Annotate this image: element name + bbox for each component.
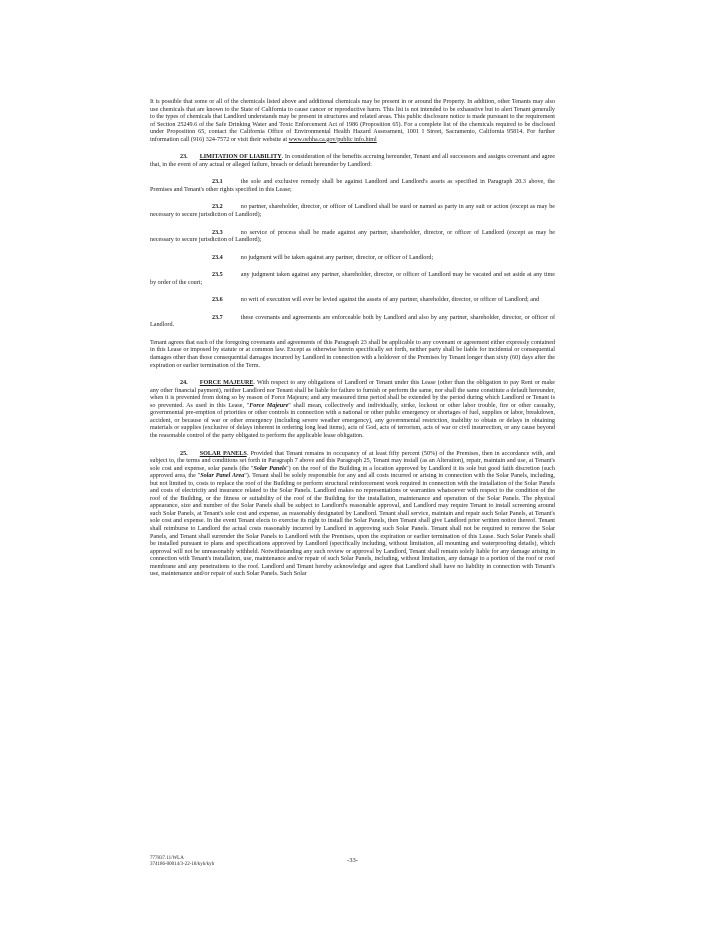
- section-24-text: . With respect to any obligations of Landlord or Tenant under this Lease (other than the obligation to pay Rent or make any other financial payment), neither Landlord nor Tenant shall be liable for failure to furnish or perform the same, nor shall the same constitute a default hereunder, when it is prevented from doing so by reason of Force Majeure; and any measured time period shall be extended by the period during which Landlord or Tenant is so prevented. As used in this Lease, ": [150, 380, 555, 409]
- subsection-23-3: [150, 230, 555, 245]
- section-25-paragraph: 25. SOLAR PANELS. Provided that Tenant remains in occupancy of at least fifty percent (50%) of the Premises, then in accordance with, and subject to, the terms and conditions set forth in Paragraph 7 above and this Paragraph 25, Tenant may install (as an Alteration), repair, maintain and use, at Tenant's sole cost and expense, solar panels (the "Solar Panels") on the roof of the Building in a location approved by Landlord it its sole but good faith discretion (such approved area, the "Solar Panel Area"). Tenant shall be solely responsible for any and all costs incurred or arising in connection with the Solar Panels, including, but not limited to, costs to replace the roof of the Building or perform structural reinforcement work required in connection with the installation of the Solar Panels and costs of electricity and insurance related to the Solar Panels. Landlord makes no representations or warranties whatsoever with respect to the condition of the roof of the Building, or the fitness or suitability of the roof of the Building for the installation, maintenance and operation of the Solar Panels. The physical appearance, size and number of the Solar Panels shall be subject to Landlord's reasonable approval, and Landlord may require Tenant to install screening around such Solar Panels, at Tenant's sole cost and expense, as reasonably designated by Landlord. Tenant shall service, maintain and repair such Solar Panels, at Tenant's sole cost and expense. In the event Tenant elects to exercise its right to install the Solar Panels, then Tenant shall give Landlord prior written notice thereof. Tenant shall reimburse to Landlord the actual costs reasonably incurred by Landlord in approving such Solar Panels. Tenant shall not be required to remove the Solar Panels, and Tenant shall surrender the Solar Panels to Landlord with the Premises, upon the expiration or earlier termination of this Lease. Such Solar Panels shall be installed pursuant to plans and specifications approved by Landlord (specifically including, without limitation, all mounting and waterproofing details), which approval will not be unreasonably withheld. Notwithstanding any such review or approval by Landlord, Tenant shall remain solely liable for any damage arising in connection with Tenant's installation, use, maintenance and/or repair of such Solar Panels, including, without limitation, any damage to a portion of the roof or roof membrane and any penetrations to the roof. Landlord and Tenant hereby acknowledge and agree that Landlord shall have no liability in connection with Tenant's use, maintenance and/or repair of such Solar Panels. Such Solar: [150, 450, 556, 578]
- intro-paragraph: It is possible that some or all of the chemicals listed above and additional chemicals may be present in or around the Property. In addition, other Tenants may also use chemicals that are known to the State of California to cause cancer or reproductive harm. This list is not intended to be exhaustive but to alert Tenant generally to the types of chemicals that Landlord understands may be present in structures and related areas. This public disclosure notice is made pursuant to the requirement of Section 25249.6 of the Safe Drinking Water and Toxic Enforcement Act of 1986 (Proposition 65). For a complete list of the chemicals required to be disclosed under Proposition 65, contact the California Office of Environmental Health Hazard Assessment, 1001 I Street, Sacramento, California 95814. For further information call (916) 324-7572 or visit their website at www.oehha.ca.gov/public info.html: [150, 99, 555, 143]
- section-23-closing: Tenant agrees that each of the foregoing covenants and agreements of this Paragraph 23 shall be applicable to any covenant or agreement either expressly contained in this Lease or imposed by statute or at common law. Except as otherwise herein specifically set forth, neither party shall be liable for incidental or consequential damages other than those consequential damages incurred by Landlord in connection with a holdover of the Premises by Tenant longer than sixty (60) days after the expiration or earlier termination of the Term.: [150, 339, 555, 369]
- subsection-number: 23.3: [212, 229, 223, 236]
- subsection-23-1: [150, 179, 555, 194]
- subsection-23-6: [150, 297, 555, 305]
- section-23-paragraph: [150, 154, 555, 169]
- subsection-number: 23.1: [212, 179, 223, 186]
- subsection-text: any judgment taken against any partner, shareholder, director, or officer of Landlord may be vacated and set aside at any time by order of the court;: [150, 272, 555, 286]
- subsection-23-4: [150, 255, 555, 263]
- section-25-text: . Provided that Tenant remains in occupancy of at least fifty percent (50%) of the Premises, then in accordance with, and subject to, the terms and conditions set forth in Paragraph 7 above and this Paragraph 25, Tenant may install (as an Alteration), repair, maintain and use, at Tenant's sole cost and expense, solar panels (the ": [150, 450, 555, 472]
- section-23-text: . In consideration of the benefits accruing hereunder, Tenant and all successors and assigns covenant and agree that, in the event of any actual or alleged failure, breach or default hereunder by Landlord:: [150, 154, 555, 168]
- section-25-heading: SOLAR PANELS: [199, 450, 247, 457]
- subsection-23-7: [150, 315, 555, 330]
- section-25-number: 25.: [180, 450, 188, 457]
- subsection-number: 23.6: [212, 297, 223, 304]
- section-23-heading: LIMITATION OF LIABILITY: [199, 154, 282, 161]
- section-23-number: 23.: [180, 154, 188, 161]
- subsection-number: 23.7: [212, 314, 223, 321]
- page-number: -33-: [347, 857, 358, 864]
- section-24-heading: FORCE MAJEURE: [199, 380, 254, 387]
- subsection-text: no writ of execution will ever be levied against the assets of any partner, shareholder, director, or officer of Landlord; and: [240, 297, 540, 304]
- subsection-23-2: [150, 204, 555, 219]
- document-id-line-2: 374186-00014/3-22-18/kyh/kyh: [150, 862, 215, 867]
- defined-term-solar-panels: Solar Panels: [253, 465, 287, 472]
- defined-term-force-majeure: Force Majeure: [249, 402, 289, 409]
- subsection-text: no partner, shareholder, director, or officer of Landlord shall be sued or named as party in any suit or action (except as may be necessary to secure jurisdiction of Landlord);: [150, 204, 555, 219]
- section-24-number: 24.: [180, 380, 188, 387]
- defined-term-solar-panel-area: Solar Panel Area: [200, 473, 245, 480]
- section-24-paragraph: 24. FORCE MAJEURE. With respect to any obligations of Landlord or Tenant under this Lease (other than the obligation to pay Rent or make any other financial payment), neither Landlord nor Tenant shall be liable for failure to furnish or perform the same, nor shall the same constitute a default hereunder, when it is prevented from doing so by reason of Force Majeure; and any measured time period shall be extended by the period during which Landlord or Tenant is so prevented. As used in this Lease, "Force Majeure" shall mean, collectively and individually, strike, lockout or other labor trouble, fire or other casualty, governmental pre-emption of priorities or other controls in connection with a national or other public emergency or shortages of fuel, supplies or labor, breakdown, accident, or because of war or other emergency (including severe weather emergency), any governmental restriction, inability to obtain or delays in obtaining materials or supplies (exclusive of delays inherent in ordering long lead items), acts of God, acts of terrorism, acts of war or civil insurrection, or any cause beyond the reasonable control of the party obligated to perform the applicable lease obligation.: [150, 380, 555, 439]
- subsection-23-5: [150, 272, 555, 287]
- subsection-text: no service of process shall be made against any partner, shareholder, director, or officer of Landlord (except as may be necessary to secure jurisdiction of Landlord);: [150, 229, 555, 244]
- subsection-number: 23.4: [212, 254, 223, 261]
- subsection-text: the sole and exclusive remedy shall be against Landlord and Landlord's assets as specified in Paragraph 20.3 above, the Premises and Tenant's other rights specified in this Lease;: [150, 179, 555, 193]
- subsection-text: these covenants and agreements are enforceable both by Landlord and also by any partner, shareholder, director, or officer of Landlord.: [150, 314, 555, 329]
- subsection-number: 23.5: [212, 272, 223, 279]
- oehha-website-link[interactable]: www.oehha.ca.gov/public info.html: [288, 136, 377, 143]
- subsection-text: no judgment will be taken against any partner, director, or officer of Landlord;: [240, 254, 434, 261]
- subsection-number: 23.2: [212, 204, 223, 211]
- document-page: [150, 99, 555, 589]
- document-id-line-1: 777837.11/WLA: [150, 856, 184, 861]
